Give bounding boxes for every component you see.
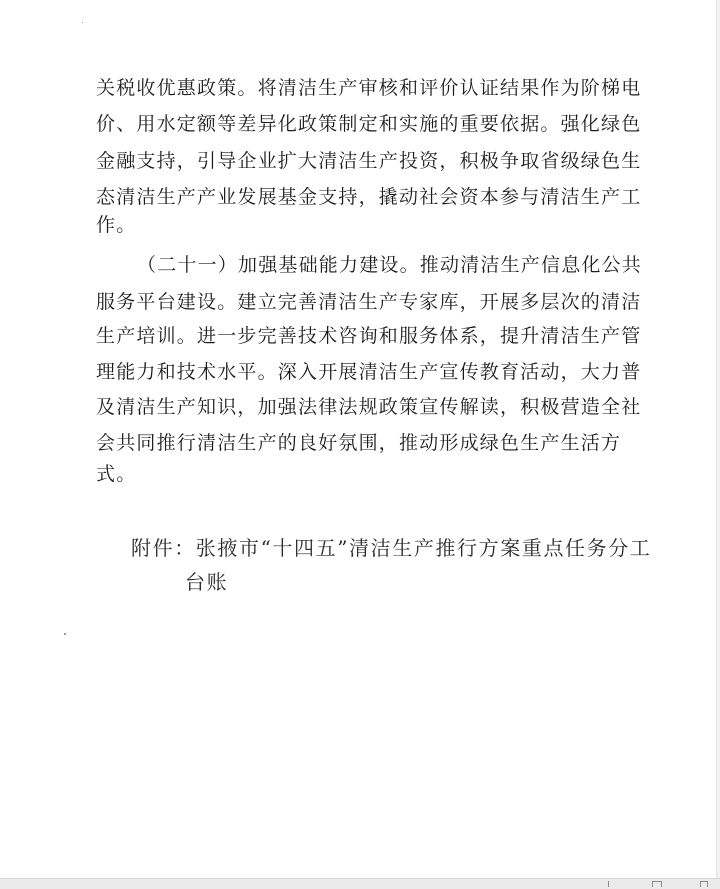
viewer-divider-icon	[608, 881, 613, 887]
paragraph-2-line-4: 理能力和技术水平。深入开展清洁生产宣传教育活动，大力普	[96, 361, 642, 383]
page-view-icon[interactable]	[652, 881, 662, 887]
paragraph-2-line-1: （二十一）加强基础能力建设。推动清洁生产信息化公共	[137, 254, 643, 276]
paragraph-2-line-5: 及清洁生产知识，加强法律法规政策宣传解读，积极营造全社	[96, 396, 642, 418]
scan-speck	[82, 22, 83, 23]
paragraph-2-line-7: 式。	[96, 463, 137, 485]
attachment-line-1: 附件：张掖市“十四五”清洁生产推行方案重点任务分工	[131, 536, 652, 560]
paragraph-1-line-3: 金融支持，引导企业扩大清洁生产投资，积极争取省级绿色生	[96, 150, 642, 172]
paragraph-2-line-6: 会共同推行清洁生产的良好氛围，推动形成绿色生产生活方	[96, 432, 622, 454]
paragraph-1-line-5: 作。	[96, 214, 137, 236]
paragraph-1-line-2: 价、用水定额等差异化政策制定和实施的重要依据。强化绿色	[96, 113, 642, 135]
paragraph-1-line-4: 态清洁生产产业发展基金支持，撬动社会资本参与清洁生产工	[96, 186, 642, 208]
paragraph-2-line-2: 服务平台建设。建立完善清洁生产专家库，开展多层次的清洁	[96, 291, 642, 313]
page-fit-icon[interactable]	[700, 881, 708, 887]
paragraph-2-line-3: 生产培训。进一步完善技术咨询和服务体系，提升清洁生产管	[96, 325, 642, 347]
paragraph-1-line-1: 关税收优惠政策。将清洁生产审核和评价认证结果作为阶梯电	[96, 77, 642, 99]
scan-speck	[64, 633, 66, 635]
attachment-line-2: 台账	[185, 570, 229, 594]
